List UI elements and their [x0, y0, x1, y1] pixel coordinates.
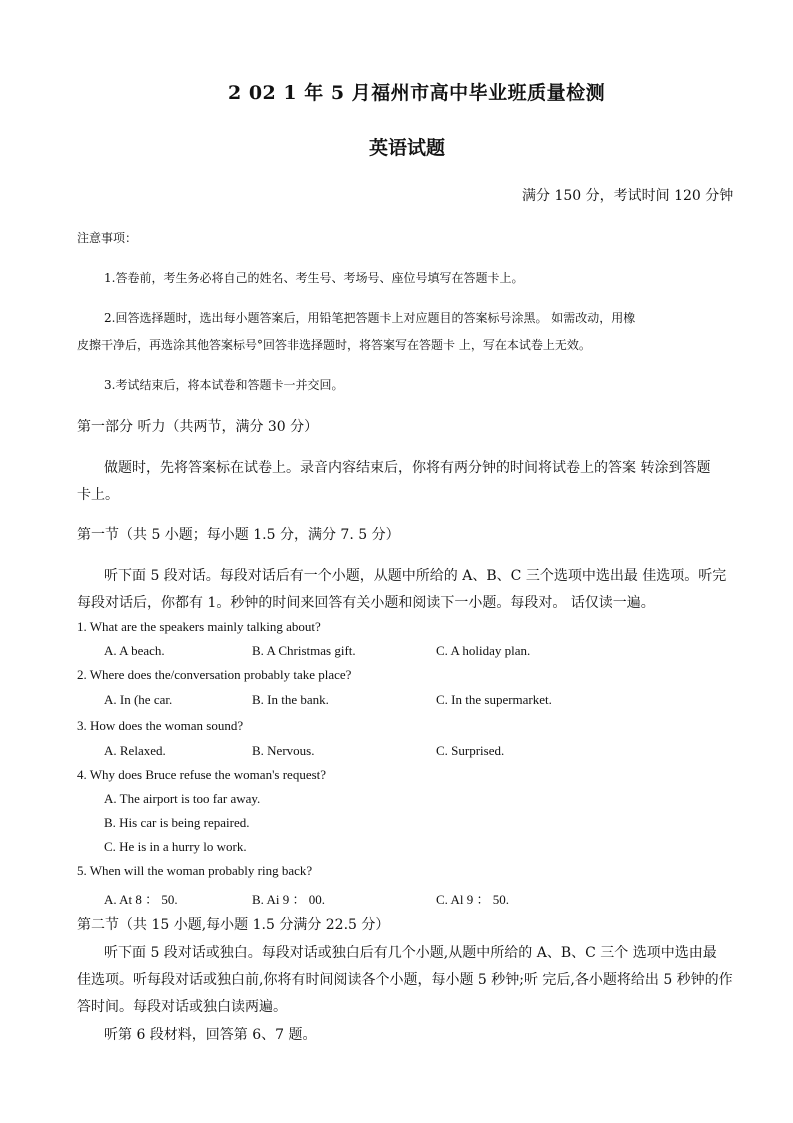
question-1-stem: 1. What are the speakers mainly talking about? [77, 619, 321, 634]
question-1-option-c: C. A holiday plan. [436, 643, 531, 658]
question-2-stem: 2. Where does the/conversation probably take place? [77, 667, 352, 682]
section2-intro-line-2: 佳选项。听每段对话或独白前,你将有时间阅读各个小题，每小题 5 秒钟;听 完后,各小题将给出 5 秒钟的作 [77, 972, 733, 988]
question-4-option-b: B. His car is being repaired. [104, 815, 250, 830]
question-5-stem: 5. When will the woman probably ring back? [77, 863, 313, 878]
question-5-option-a: A. At 8 ： 50. [104, 892, 178, 907]
section1-intro-line-1: 听下面 5 段对话。每段对话后有一个小题，从题中所给的 A、B、C 三个选项中选出最 佳选项。听完 [104, 568, 727, 584]
notice-item-2-line-2: 皮擦干净后，再选涂其他答案标号°回答非选择题时，将答案写在答题卡 上，写在本试卷上无效。 [77, 338, 591, 352]
question-1-option-a: A. A beach. [104, 643, 165, 658]
part1-intro-line-2: 卡上。 [77, 487, 119, 503]
notice-heading: 注意事项： [77, 231, 138, 245]
question-5-option-c: C. Al 9 ： 50. [436, 892, 509, 907]
part1-heading: 第一部分 听力（共两节，满分 30 分） [77, 419, 319, 435]
notice-item-1: 1.答卷前，考生务必将自己的姓名、考生号、考场号、座位号填写在答题卡上。 [104, 271, 524, 285]
question-2-option-c: C. In the supermarket. [436, 692, 552, 707]
question-3-stem: 3. How does the woman sound? [77, 718, 244, 733]
section1-heading: 第一节（共 5 小题；每小题 1.5 分，满分 7. 5 分） [77, 527, 400, 543]
question-4-stem: 4. Why does Bruce refuse the woman's request? [77, 767, 327, 782]
question-3-option-a: A. Relaxed. [104, 743, 166, 758]
question-5-option-b: B. Ai 9 ： 00. [252, 892, 325, 907]
notice-item-2-line-1: 2.回答选择题时，选出每小题答案后，用铅笔把答题卡上对应题目的答案标号涂黑。 如需改动，用橡 [104, 311, 636, 325]
section1-intro-line-2: 每段对话后，你都有 1。秒钟的时间来回答有关小题和阅读下一小题。每段对。 话仅读一遍。 [77, 595, 655, 611]
question-3-option-c: C. Surprised. [436, 743, 505, 758]
section2-intro-line-1: 听下面 5 段对话或独白。每段对话或独白后有几个小题,从题中所给的 A、B、C 三个 选项中选由最 [104, 945, 717, 961]
section2-heading: 第二节（共 15 小题,每小题 1.5 分满分 22.5 分） [77, 917, 390, 933]
question-4-option-a: A. The airport is too far away. [104, 791, 261, 806]
score-time: 满分 150 分，考试时间 120 分钟 [522, 188, 734, 204]
question-2-option-b: B. In the bank. [252, 692, 329, 707]
section2-material: 听第 6 段材料，回答第 6、7 题。 [104, 1027, 317, 1043]
page-subtitle: 英语试题 [369, 137, 446, 159]
part1-intro-line-1: 做题时，先将答案标在试卷上。录音内容结束后，你将有两分钟的时间将试卷上的答案 转涂到答题 [104, 460, 711, 476]
question-1-option-b: B. A Christmas gift. [252, 643, 356, 658]
section2-intro-line-3: 答时间。每段对话或独白读两遍。 [77, 999, 287, 1015]
notice-item-3: 3.考试结束后，将本试卷和答题卡一并交回。 [104, 378, 344, 392]
page-title: 2 02 1 年 5 月福州市高中毕业班质量检测 [228, 82, 606, 104]
question-4-option-c: C. He is in a hurry lo work. [104, 839, 247, 854]
question-3-option-b: B. Nervous. [252, 743, 315, 758]
question-2-option-a: A. In (he car. [104, 692, 173, 707]
